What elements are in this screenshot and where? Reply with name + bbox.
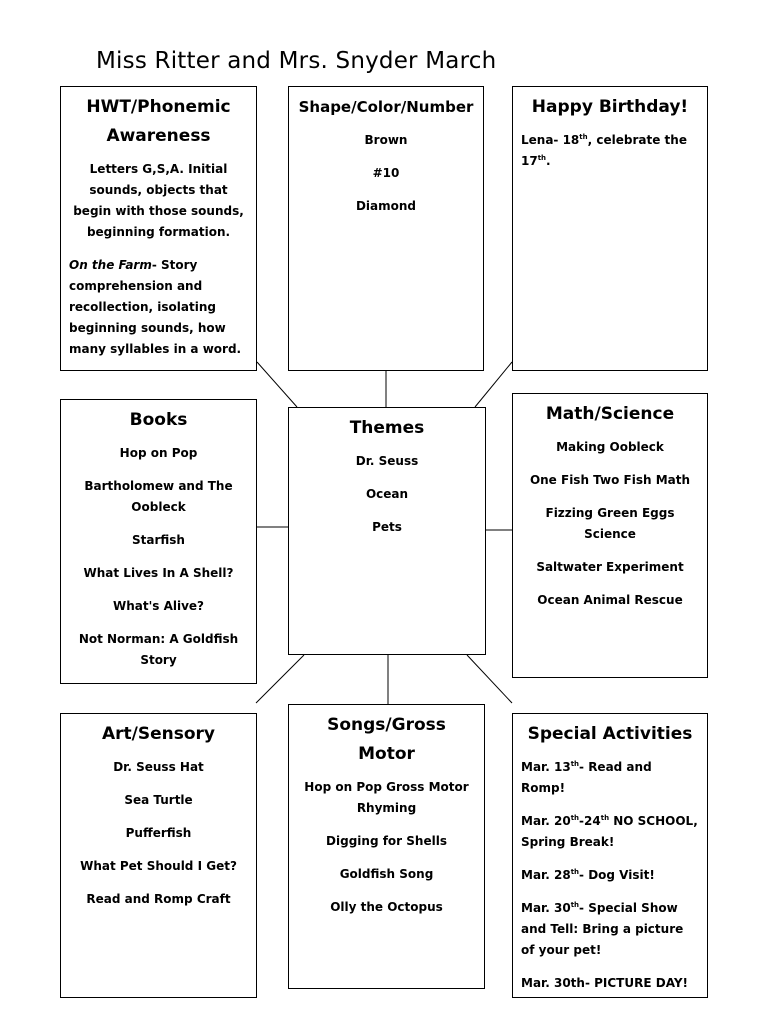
art-item: Sea Turtle bbox=[124, 793, 193, 807]
art-item: What Pet Should I Get? bbox=[80, 859, 237, 873]
songs-box bbox=[288, 704, 485, 989]
math-item: Fizzing Green Eggs Science bbox=[545, 506, 675, 541]
hwt-para2 bbox=[69, 255, 248, 360]
art-item: Read and Romp Craft bbox=[86, 892, 231, 906]
special-heading: Special Activities bbox=[527, 724, 693, 744]
song-item: Olly the Octopus bbox=[330, 900, 443, 914]
book-item: Hop on Pop bbox=[119, 446, 198, 460]
math-box bbox=[512, 393, 708, 678]
connector-art bbox=[256, 655, 304, 703]
hwt-box bbox=[60, 86, 257, 371]
math-heading: Math/Science bbox=[545, 404, 675, 424]
art-item: Dr. Seuss Hat bbox=[113, 760, 204, 774]
hwt-book-title: On the Farm bbox=[69, 258, 152, 272]
art-item: Pufferfish bbox=[125, 826, 192, 840]
page-title: Miss Ritter and Mrs. Snyder March bbox=[96, 48, 497, 74]
birthday-box bbox=[512, 86, 708, 371]
song-item: Digging for Shells bbox=[326, 834, 447, 848]
theme-item: Pets bbox=[372, 520, 402, 534]
books-heading: Books bbox=[129, 410, 188, 430]
book-item: Bartholomew and The Oobleck bbox=[84, 479, 233, 514]
special-item: Mar. 30th- Special Show and Tell: Bring a picture of your pet! bbox=[521, 901, 684, 957]
song-item: Hop on Pop Gross Motor Rhyming bbox=[304, 780, 469, 815]
hwt-para2-text: - Story comprehension and recollection, isolating beginning sounds, how many syllables in a word. bbox=[69, 258, 242, 356]
math-item: One Fish Two Fish Math bbox=[529, 473, 691, 487]
art-box bbox=[60, 713, 257, 998]
hwt-para1: Letters G,S,A. Initial sounds, objects that begin with those sounds, beginning formation. bbox=[73, 162, 244, 239]
special-item: Mar. 28th- Dog Visit! bbox=[521, 868, 655, 882]
math-item: Making Oobleck bbox=[556, 440, 664, 454]
books-box bbox=[60, 399, 257, 684]
shape-item: Diamond bbox=[355, 199, 417, 213]
shape-item: Brown bbox=[364, 133, 408, 147]
special-box bbox=[512, 713, 708, 998]
math-item: Ocean Animal Rescue bbox=[537, 593, 683, 607]
birthday-heading: Happy Birthday! bbox=[531, 97, 689, 117]
book-item: Not Norman: A Goldfish Story bbox=[78, 632, 239, 667]
special-item: Mar. 20th-24th NO SCHOOL, Spring Break! bbox=[521, 814, 698, 849]
theme-item: Dr. Seuss bbox=[355, 454, 419, 468]
birthday-entry: Lena- 18th, celebrate the 17th. bbox=[521, 133, 687, 168]
song-item: Goldfish Song bbox=[339, 867, 434, 881]
themes-box bbox=[288, 407, 486, 655]
book-item: Starfish bbox=[132, 533, 185, 547]
special-item: Mar. 30th- PICTURE DAY! bbox=[521, 976, 688, 990]
shape-heading: Shape/Color/Number bbox=[298, 98, 474, 116]
art-heading: Art/Sensory bbox=[101, 724, 215, 744]
shape-item: #10 bbox=[372, 166, 400, 180]
book-item: What Lives In A Shell? bbox=[83, 566, 234, 580]
shape-box bbox=[288, 86, 484, 371]
themes-heading: Themes bbox=[349, 418, 425, 438]
math-item: Saltwater Experiment bbox=[536, 560, 684, 574]
hwt-heading: HWT/Phonemic Awareness bbox=[86, 97, 231, 146]
special-item: Mar. 13th- Read and Romp! bbox=[521, 760, 652, 795]
theme-item: Ocean bbox=[365, 487, 409, 501]
connector-special bbox=[467, 655, 512, 703]
book-item: What's Alive? bbox=[112, 599, 205, 613]
songs-heading: Songs/Gross Motor bbox=[327, 715, 446, 764]
